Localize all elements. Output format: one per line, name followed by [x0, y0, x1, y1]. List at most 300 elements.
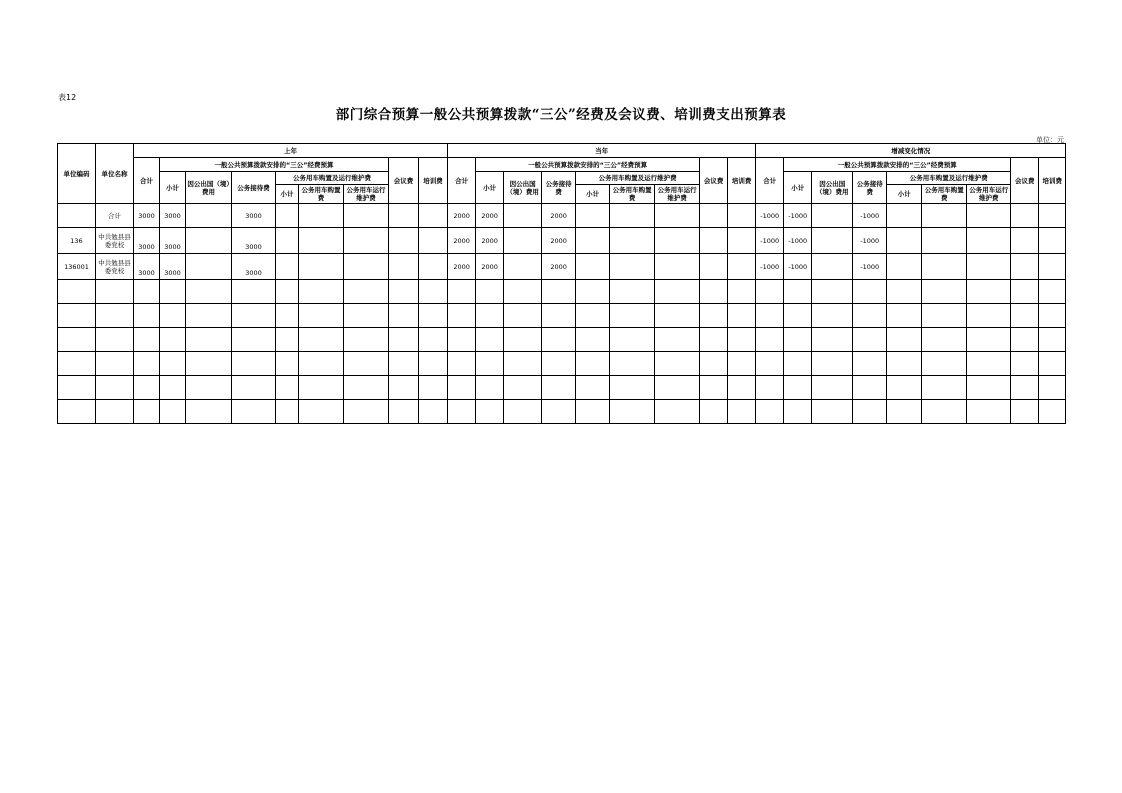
header-vehicle-purchase: 公务用车购置费	[299, 185, 344, 204]
cell-prev-vehicle-operation	[344, 254, 389, 280]
empty-cell	[476, 376, 504, 400]
empty-cell	[96, 328, 134, 352]
empty-cell	[299, 280, 344, 304]
cell-curr-vehicle-purchase	[610, 254, 655, 280]
empty-cell	[134, 376, 160, 400]
empty-cell	[344, 400, 389, 424]
empty-cell	[419, 352, 448, 376]
empty-cell	[448, 376, 476, 400]
empty-cell	[58, 304, 96, 328]
page-title: 部门综合预算一般公共预算拨款“三公”经费及会议费、培训费支出预算表	[335, 107, 787, 123]
empty-cell	[542, 304, 576, 328]
empty-cell	[448, 280, 476, 304]
cell-curr-abroad	[504, 228, 542, 254]
cell-curr-reception: 2000	[542, 204, 576, 228]
cell-curr-vehicle-subtotal	[576, 228, 610, 254]
empty-cell	[610, 304, 655, 328]
cell-diff-vehicle-subtotal	[887, 228, 922, 254]
empty-cell	[887, 304, 922, 328]
empty-cell	[419, 280, 448, 304]
cell-prev-training	[419, 204, 448, 228]
header-vehicle-operation: 公务用车运行维护费	[655, 185, 700, 204]
header-vehicle: 公务用车购置及运行维护费	[576, 172, 700, 185]
empty-cell	[299, 400, 344, 424]
empty-cell	[576, 280, 610, 304]
empty-cell	[922, 400, 967, 424]
header-reception: 公务接待费	[232, 172, 276, 204]
empty-cell	[922, 328, 967, 352]
header-vehicle-purchase: 公务用车购置费	[922, 185, 967, 204]
cell-curr-reception: 2000	[542, 228, 576, 254]
empty-cell	[887, 328, 922, 352]
header-row-1	[58, 144, 1066, 158]
cell-diff-total: -1000	[756, 254, 784, 280]
empty-cell	[812, 352, 853, 376]
cell-prev-vehicle-operation	[344, 204, 389, 228]
empty-cell	[700, 280, 728, 304]
cell-prev-vehicle-subtotal	[276, 228, 299, 254]
empty-cell	[756, 304, 784, 328]
cell-diff-training	[1039, 254, 1066, 280]
empty-cell	[58, 376, 96, 400]
table-row	[58, 254, 1066, 280]
cell-prev-vehicle-purchase	[299, 254, 344, 280]
header-vehicle-purchase: 公务用车购置费	[610, 185, 655, 204]
empty-cell	[887, 400, 922, 424]
empty-cell	[232, 352, 276, 376]
empty-cell	[756, 280, 784, 304]
empty-cell	[160, 400, 186, 424]
empty-cell	[160, 376, 186, 400]
empty-cell	[232, 280, 276, 304]
empty-cell	[967, 376, 1011, 400]
empty-cell	[419, 304, 448, 328]
empty-cell	[1011, 328, 1039, 352]
cell-curr-total: 2000	[448, 204, 476, 228]
empty-cell	[853, 352, 887, 376]
cell-curr-training	[728, 204, 756, 228]
empty-cell	[812, 304, 853, 328]
cell-curr-meeting	[700, 228, 728, 254]
cell-diff-subtotal: -1000	[784, 254, 812, 280]
empty-cell	[299, 304, 344, 328]
empty-cell	[276, 352, 299, 376]
header-prev-year: 上年	[134, 144, 448, 158]
cell-unit-name: 中共勉县县委党校	[96, 228, 134, 254]
empty-cell	[1011, 400, 1039, 424]
empty-cell	[576, 376, 610, 400]
empty-cell	[542, 400, 576, 424]
empty-cell	[887, 352, 922, 376]
cell-curr-reception: 2000	[542, 254, 576, 280]
header-vehicle-operation: 公务用车运行维护费	[344, 185, 389, 204]
empty-cell	[476, 328, 504, 352]
empty-cell	[160, 304, 186, 328]
empty-cell	[655, 328, 700, 352]
empty-cell	[610, 400, 655, 424]
empty-cell	[276, 400, 299, 424]
header-change: 增减变化情况	[756, 144, 1066, 158]
empty-cell	[344, 280, 389, 304]
empty-cell	[134, 280, 160, 304]
empty-cell	[784, 280, 812, 304]
empty-cell	[276, 304, 299, 328]
table-row	[58, 228, 1066, 254]
empty-cell	[700, 376, 728, 400]
empty-cell	[419, 400, 448, 424]
header-vehicle-subtotal: 小计	[276, 185, 299, 204]
header-vehicle-subtotal: 小计	[576, 185, 610, 204]
empty-cell	[96, 400, 134, 424]
empty-cell	[728, 400, 756, 424]
cell-prev-meeting	[389, 254, 419, 280]
empty-row	[58, 352, 1066, 376]
empty-cell	[58, 352, 96, 376]
cell-curr-meeting	[700, 254, 728, 280]
cell-diff-vehicle-purchase	[922, 254, 967, 280]
empty-cell	[655, 304, 700, 328]
empty-cell	[1039, 280, 1066, 304]
cell-unit-code	[58, 204, 96, 228]
cell-diff-vehicle-subtotal	[887, 254, 922, 280]
cell-diff-reception: -1000	[853, 254, 887, 280]
cell-unit-name: 合计	[96, 204, 134, 228]
empty-row	[58, 376, 1066, 400]
empty-cell	[96, 304, 134, 328]
empty-cell	[756, 376, 784, 400]
empty-cell	[299, 328, 344, 352]
empty-cell	[186, 400, 232, 424]
header-training: 培训费	[419, 158, 448, 204]
cell-prev-abroad	[186, 228, 232, 254]
empty-cell	[134, 352, 160, 376]
cell-prev-vehicle-operation	[344, 228, 389, 254]
cell-curr-vehicle-purchase	[610, 228, 655, 254]
empty-cell	[276, 280, 299, 304]
cell-curr-vehicle-purchase	[610, 204, 655, 228]
empty-cell	[448, 304, 476, 328]
empty-cell	[1039, 304, 1066, 328]
header-sangong-budget: 一般公共预算拨款安排的“三公”经费预算	[476, 158, 700, 172]
header-total: 合计	[134, 158, 160, 204]
empty-cell	[504, 280, 542, 304]
empty-cell	[784, 352, 812, 376]
cell-prev-reception: 3000	[232, 254, 276, 280]
cell-prev-meeting	[389, 204, 419, 228]
cell-diff-total: -1000	[756, 228, 784, 254]
empty-cell	[476, 400, 504, 424]
table-row	[58, 204, 1066, 228]
empty-cell	[784, 376, 812, 400]
empty-cell	[232, 304, 276, 328]
empty-cell	[922, 376, 967, 400]
empty-cell	[160, 280, 186, 304]
empty-cell	[389, 400, 419, 424]
cell-prev-total: 3000	[134, 204, 160, 228]
empty-cell	[784, 328, 812, 352]
empty-cell	[389, 376, 419, 400]
empty-cell	[389, 280, 419, 304]
empty-cell	[728, 280, 756, 304]
header-row-2	[58, 158, 1066, 172]
empty-cell	[887, 376, 922, 400]
cell-prev-vehicle-subtotal	[276, 204, 299, 228]
cell-prev-meeting	[389, 228, 419, 254]
empty-cell	[700, 328, 728, 352]
empty-cell	[655, 280, 700, 304]
cell-diff-meeting	[1011, 228, 1039, 254]
cell-curr-subtotal: 2000	[476, 254, 504, 280]
empty-cell	[784, 400, 812, 424]
cell-diff-vehicle-purchase	[922, 228, 967, 254]
cell-diff-vehicle-operation	[967, 254, 1011, 280]
cell-diff-vehicle-subtotal	[887, 204, 922, 228]
empty-cell	[134, 328, 160, 352]
empty-cell	[58, 328, 96, 352]
empty-cell	[700, 352, 728, 376]
empty-cell	[853, 304, 887, 328]
header-training: 培训费	[1039, 158, 1066, 204]
cell-prev-subtotal: 3000	[160, 254, 186, 280]
header-subtotal: 小计	[160, 172, 186, 204]
header-row-3	[58, 172, 1066, 185]
empty-cell	[419, 376, 448, 400]
empty-cell	[160, 328, 186, 352]
empty-cell	[160, 352, 186, 376]
cell-curr-abroad	[504, 204, 542, 228]
empty-cell	[542, 328, 576, 352]
table-number: 表12	[58, 93, 77, 102]
header-vehicle-subtotal: 小计	[887, 185, 922, 204]
header-meeting: 会议费	[1011, 158, 1039, 204]
empty-cell	[576, 352, 610, 376]
empty-cell	[967, 280, 1011, 304]
empty-cell	[812, 400, 853, 424]
empty-cell	[922, 352, 967, 376]
empty-cell	[504, 352, 542, 376]
empty-cell	[1039, 400, 1066, 424]
empty-cell	[389, 328, 419, 352]
cell-prev-vehicle-subtotal	[276, 254, 299, 280]
empty-cell	[1039, 352, 1066, 376]
cell-curr-vehicle-operation	[655, 254, 700, 280]
empty-cell	[232, 400, 276, 424]
cell-diff-abroad	[812, 254, 853, 280]
cell-prev-abroad	[186, 254, 232, 280]
cell-diff-training	[1039, 228, 1066, 254]
empty-cell	[812, 328, 853, 352]
cell-prev-training	[419, 254, 448, 280]
cell-curr-vehicle-operation	[655, 204, 700, 228]
header-unit-name: 单位名称	[96, 144, 134, 204]
empty-cell	[504, 400, 542, 424]
cell-diff-vehicle-purchase	[922, 204, 967, 228]
cell-prev-reception: 3000	[232, 228, 276, 254]
empty-cell	[756, 352, 784, 376]
cell-prev-vehicle-purchase	[299, 228, 344, 254]
empty-row	[58, 304, 1066, 328]
empty-cell	[1011, 280, 1039, 304]
empty-cell	[1011, 352, 1039, 376]
empty-cell	[610, 280, 655, 304]
empty-cell	[967, 400, 1011, 424]
cell-unit-code: 136001	[58, 254, 96, 280]
cell-curr-total: 2000	[448, 228, 476, 254]
header-meeting: 会议费	[389, 158, 419, 204]
cell-curr-vehicle-operation	[655, 228, 700, 254]
empty-cell	[700, 400, 728, 424]
empty-cell	[922, 304, 967, 328]
header-total: 合计	[448, 158, 476, 204]
cell-unit-code: 136	[58, 228, 96, 254]
cell-curr-training	[728, 254, 756, 280]
empty-cell	[476, 280, 504, 304]
empty-cell	[299, 352, 344, 376]
empty-cell	[756, 400, 784, 424]
cell-curr-meeting	[700, 204, 728, 228]
cell-curr-abroad	[504, 254, 542, 280]
cell-prev-vehicle-purchase	[299, 204, 344, 228]
empty-cell	[276, 328, 299, 352]
cell-curr-subtotal: 2000	[476, 228, 504, 254]
cell-prev-training	[419, 228, 448, 254]
empty-cell	[504, 376, 542, 400]
cell-prev-abroad	[186, 204, 232, 228]
empty-cell	[1011, 304, 1039, 328]
empty-cell	[576, 328, 610, 352]
cell-diff-vehicle-operation	[967, 204, 1011, 228]
empty-row	[58, 328, 1066, 352]
empty-cell	[389, 352, 419, 376]
empty-cell	[448, 352, 476, 376]
empty-cell	[276, 376, 299, 400]
empty-cell	[853, 328, 887, 352]
header-curr-year: 当年	[448, 144, 756, 158]
empty-cell	[610, 376, 655, 400]
empty-cell	[344, 304, 389, 328]
empty-row	[58, 400, 1066, 424]
empty-cell	[96, 376, 134, 400]
header-sangong-budget: 一般公共预算拨款安排的“三公”经费预算	[784, 158, 1011, 172]
cell-prev-subtotal: 3000	[160, 228, 186, 254]
empty-cell	[448, 400, 476, 424]
empty-cell	[232, 328, 276, 352]
empty-cell	[853, 400, 887, 424]
header-sangong-budget: 一般公共预算拨款安排的“三公”经费预算	[160, 158, 389, 172]
empty-cell	[134, 400, 160, 424]
cell-curr-vehicle-subtotal	[576, 254, 610, 280]
cell-curr-vehicle-subtotal	[576, 204, 610, 228]
empty-cell	[655, 352, 700, 376]
header-total: 合计	[756, 158, 784, 204]
empty-cell	[476, 304, 504, 328]
empty-cell	[922, 280, 967, 304]
header-vehicle-operation: 公务用车运行维护费	[967, 185, 1011, 204]
cell-curr-total: 2000	[448, 254, 476, 280]
cell-diff-vehicle-operation	[967, 228, 1011, 254]
cell-diff-reception: -1000	[853, 204, 887, 228]
header-reception: 公务接待费	[853, 172, 887, 204]
cell-prev-subtotal: 3000	[160, 204, 186, 228]
header-subtotal: 小计	[784, 172, 812, 204]
empty-cell	[700, 304, 728, 328]
cell-prev-total: 3000	[134, 254, 160, 280]
empty-cell	[389, 304, 419, 328]
empty-cell	[419, 328, 448, 352]
empty-cell	[1011, 376, 1039, 400]
empty-cell	[853, 376, 887, 400]
header-unit-code: 单位编码	[58, 144, 96, 204]
header-vehicle: 公务用车购置及运行维护费	[887, 172, 1011, 185]
empty-cell	[812, 280, 853, 304]
empty-cell	[58, 400, 96, 424]
empty-cell	[655, 376, 700, 400]
empty-cell	[967, 352, 1011, 376]
empty-cell	[853, 280, 887, 304]
empty-cell	[186, 352, 232, 376]
header-abroad: 因公出国（境）费用	[504, 172, 542, 204]
cell-curr-training	[728, 228, 756, 254]
empty-cell	[655, 400, 700, 424]
empty-cell	[542, 352, 576, 376]
empty-cell	[542, 376, 576, 400]
header-abroad: 因公出国（境）费用	[186, 172, 232, 204]
empty-cell	[887, 280, 922, 304]
empty-cell	[344, 352, 389, 376]
empty-cell	[1039, 328, 1066, 352]
budget-table	[57, 143, 1066, 424]
empty-cell	[232, 376, 276, 400]
empty-cell	[967, 328, 1011, 352]
unit-label: 单位：元	[1036, 136, 1064, 144]
empty-cell	[610, 352, 655, 376]
cell-curr-subtotal: 2000	[476, 204, 504, 228]
empty-cell	[728, 328, 756, 352]
empty-cell	[504, 304, 542, 328]
cell-diff-total: -1000	[756, 204, 784, 228]
header-meeting: 会议费	[700, 158, 728, 204]
empty-cell	[96, 352, 134, 376]
cell-diff-reception: -1000	[853, 228, 887, 254]
empty-cell	[542, 280, 576, 304]
cell-diff-meeting	[1011, 254, 1039, 280]
empty-cell	[812, 376, 853, 400]
empty-cell	[728, 376, 756, 400]
empty-cell	[58, 280, 96, 304]
empty-cell	[1039, 376, 1066, 400]
empty-cell	[186, 376, 232, 400]
empty-cell	[344, 376, 389, 400]
empty-cell	[186, 328, 232, 352]
cell-diff-training	[1039, 204, 1066, 228]
empty-cell	[728, 304, 756, 328]
cell-prev-reception: 3000	[232, 204, 276, 228]
header-abroad: 因公出国（境）费用	[812, 172, 853, 204]
empty-cell	[728, 352, 756, 376]
cell-diff-subtotal: -1000	[784, 228, 812, 254]
empty-cell	[504, 328, 542, 352]
empty-cell	[576, 304, 610, 328]
header-reception: 公务接待费	[542, 172, 576, 204]
empty-cell	[96, 280, 134, 304]
cell-diff-abroad	[812, 204, 853, 228]
cell-diff-abroad	[812, 228, 853, 254]
empty-cell	[186, 280, 232, 304]
empty-cell	[299, 376, 344, 400]
empty-row	[58, 280, 1066, 304]
empty-cell	[448, 328, 476, 352]
empty-cell	[756, 328, 784, 352]
